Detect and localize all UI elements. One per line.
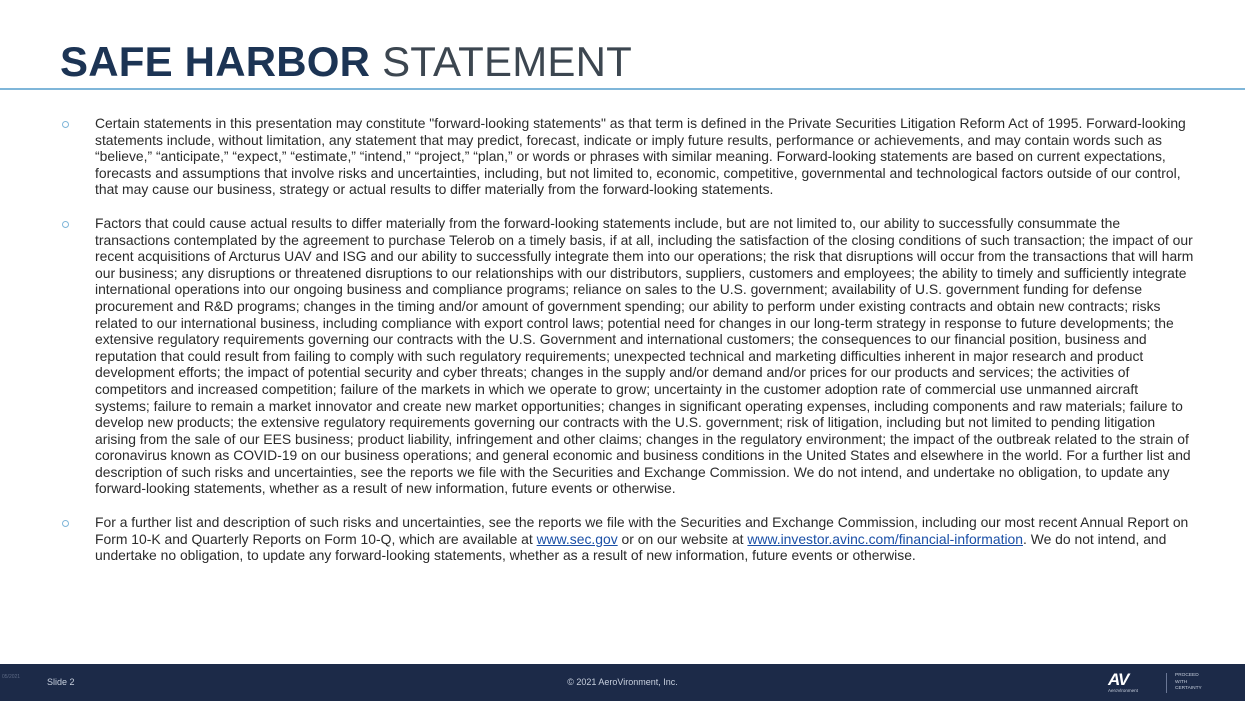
footer-side-code: 05/2021 <box>2 674 21 680</box>
tagline-line: CERTAINTY <box>1175 686 1202 691</box>
bullet-list <box>62 115 1194 581</box>
bullet-text-part2: or on our website at <box>617 530 748 547</box>
logo-mark: AV <box>1108 670 1129 689</box>
sec-gov-link[interactable]: www.sec.gov <box>536 530 618 547</box>
bullet-circle-icon <box>62 221 69 228</box>
slide-title <box>60 38 632 86</box>
slide-number: Slide 2 <box>47 677 75 687</box>
bullet-text: Certain statements in this presentation may constitute "forward-looking statements" as that term is defined in the Private Securities Litigation Reform Act of 1995. Forward-looking statements include, without limitation, any statement that may predict, forecast, indicate or imply future results, performance or achievements, and may contain words such as “believe,” “anticipate,” “expect,” “estimate,” “intend,” “project,” “plan,” or words or phrases with similar meaning. Forward-looking statements are based on current expectations, forecasts and assumptions that involve risks and uncertainties, including, but not limited to, economic, competitive, governmental and technological factors outside of our control, that may cause our business, strategy or actual results to differ materially from the forward-looking statements. <box>95 115 1186 198</box>
title-light: STATEMENT <box>382 38 632 85</box>
title-bold: SAFE HARBOR <box>60 38 371 85</box>
aerovironment-logo <box>1108 671 1163 695</box>
title-divider <box>0 88 1245 90</box>
investor-site-link[interactable]: www.investor.avinc.com/financial-information <box>747 530 1023 547</box>
tagline-line: PROCEED <box>1175 673 1199 678</box>
bullet-item <box>62 115 1194 198</box>
bullet-text-part1: For a further list and description of such risks and uncertainties, see the reports we file with the Securities and Exchange Commission, including our most recent Annual Report on Form 10-K and Quarterly Reports on Form 10-Q, which are available at <box>95 514 1189 547</box>
copyright-text: © 2021 AeroVironment, Inc. <box>567 677 678 687</box>
tagline-line: WITH <box>1175 679 1188 685</box>
bullet-circle-icon <box>62 520 69 527</box>
bullet-text-part3: . We do not intend, and undertake no obligation, to update any forward-looking statements, whether as a result of new information, future events or otherwise. <box>95 530 1167 564</box>
logo-wordmark: AeroVironment <box>1108 688 1138 693</box>
tagline <box>1175 673 1225 693</box>
bullet-item <box>62 514 1194 564</box>
bullet-item <box>62 215 1194 497</box>
footer-bar <box>0 664 1245 701</box>
bullet-text: Factors that could cause actual results to differ materially from the forward-looking statements include, but are not limited to, our ability to successfully consummate the transactions contemplated by the agreement to purchase Telerob on a timely basis, if at all, including the satisfaction of the closing conditions of such transaction; the impact of our recent acquisitions of Arcturus UAV and ISG and our ability to successfully integrate them into our operations; the risk that disruptions will occur from the transactions that will harm our business; any disruptions or threatened disruptions to our relationships with our distributors, suppliers, customers and employees; the ability to timely and sufficiently integrate international operations into our ongoing business and compliance programs; reliance on sales to the U.S. government; availability of U.S. government funding for defense procurement and R&D programs; changes in the timing and/or amount of government spending; our ability to perform under existing contracts and obtain new contracts; risks related to our international business, including compliance with export control laws; potential need for changes in our long-term strategy in response to future developments; the extensive regulatory requirements governing our contracts with the U.S. Government and international customers; the consequences to our financial position, business and reputation that could result from failing to comply with such regulatory requirements; unexpected technical and marketing difficulties inherent in major research and product development efforts; the impact of potential security and cyber threats; changes in the supply and/or demand and/or prices for our products and services; the activities of competitors and increased competition; failure of the markets in which we operate to grow; uncertainty in the customer adoption rate of commercial use unmanned aircraft systems; failure to remain a market innovator and create new market opportunities; changes in significant operating expenses, including components and raw materials; failure to develop new products; the extensive regulatory requirements governing our contracts with the U.S. government; risk of litigation, including but not limited to pending litigation arising from the sale of our EES business; product liability, infringement and other claims; changes in the regulatory environment; the impact of the outbreak related to the strain of coronavirus known as COVID-19 on our business operations; and general economic and business conditions in the United States and elsewhere in the world. For a further list and description of such risks and uncertainties, see the reports we file with the Securities and Exchange Commission. We do not intend, and undertake no obligation, to update any forward-looking statements, whether as a result of new information, future events or otherwise. <box>95 214 1194 497</box>
bullet-circle-icon <box>62 121 69 128</box>
logo-divider <box>1166 673 1167 693</box>
